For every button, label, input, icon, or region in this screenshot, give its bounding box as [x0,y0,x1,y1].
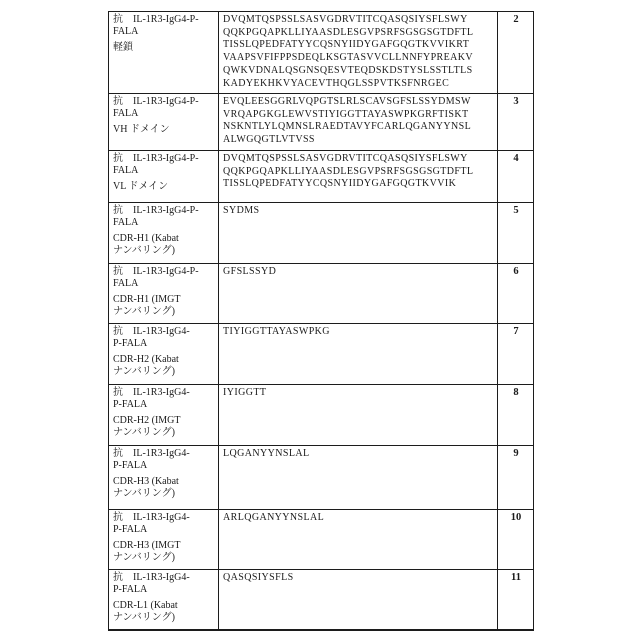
seq-id-cell: 2 [498,12,534,94]
antibody-name: 抗 IL-1R3-IgG4-P- FALA [113,205,199,229]
antibody-part: CDR-L1 (Kabat ナンバリング) [113,599,178,623]
antibody-part: CDR-H1 (IMGT ナンバリング) [113,293,181,317]
antibody-name: 抗 IL-1R3-IgG4-P- FALA [113,153,199,177]
antibody-label-cell [109,264,219,324]
seq-id-cell: 5 [498,203,534,264]
table-row [109,570,534,630]
seq-id-cell: 9 [498,446,534,510]
antibody-part: CDR-H2 (IMGT ナンバリング) [113,414,181,438]
table-row [109,446,534,510]
antibody-part: CDR-H3 (IMGT ナンバリング) [113,539,181,563]
seq-id-cell: 4 [498,151,534,203]
sequence-cell: DVQMTQSPSSLSASVGDRVTITCQASQSIYSFLSWY QQKPGQAPKLLIYAASDLESGVPSRFSGSGSGTDFTL TISSLQPEDFATYYCQSNYIIDYGAFGQGTKVVIKRT VAAPSVFIFPPSDEQLKSGTASVVCLLNNFYPREAKV QWKVDNALQSGNSQESVTEQDSKDSTYSLSSTLTLS KADYEKHKVYACEVTHQGLSSPVTKSFNRGEC [219,12,498,94]
antibody-label-cell [109,510,219,570]
antibody-part: VL ドメイン [113,180,169,192]
seq-id-cell: 11 [498,570,534,630]
antibody-label-cell [109,151,219,203]
antibody-name: 抗 IL-1R3-IgG4-P- FALA [113,266,199,290]
antibody-label-cell [109,324,219,385]
seq-id-cell: 3 [498,94,534,151]
table-row [109,510,534,570]
sequence-cell: EVQLEESGGRLVQPGTSLRLSCAVSGFSLSSYDMSW VRQAPGKGLEWVSTIYIGGTTAYASWPKGRFTISKT NSKNTLYLQMNSLRAEDTAVYFCARLQGANYYNSL ALWGQGTLVTVSS [219,94,498,151]
seq-id-cell: 10 [498,510,534,570]
sequence-cell: TIYIGGTTAYASWPKG [219,324,498,385]
table-row [109,94,534,151]
sequence-cell: QASQSIYSFLS [219,570,498,630]
sequence-cell: SYDMS [219,203,498,264]
antibody-label-cell [109,203,219,264]
sequence-cell: GFSLSSYD [219,264,498,324]
antibody-label-cell [109,385,219,446]
table-row [109,264,534,324]
seq-id-cell: 8 [498,385,534,446]
antibody-label-cell [109,94,219,151]
antibody-name: 抗 IL-1R3-IgG4-P- FALA [113,96,199,120]
seq-id-cell: 7 [498,324,534,385]
antibody-name: 抗 IL-1R3-IgG4- P-FALA [113,448,190,472]
antibody-label-cell [109,570,219,630]
sequence-cell: LQGANYYNSLAL [219,446,498,510]
sequence-cell: ARLQGANYYNSLAL [219,510,498,570]
antibody-part: CDR-H1 (Kabat ナンバリング) [113,232,179,256]
antibody-part: 軽鎖 [113,41,133,53]
table-row [109,324,534,385]
antibody-part: CDR-H3 (Kabat ナンバリング) [113,475,179,499]
antibody-part: CDR-H2 (Kabat ナンバリング) [113,353,179,377]
sequence-cell: DVQMTQSPSSLSASVGDRVTITCQASQSIYSFLSWY QQKPGQAPKLLIYAASDLESGVPSRFSGSGSGTDFTL TISSLQPEDFATYYCQSNYIIDYGAFGQGTKVVIK [219,151,498,203]
seq-id-cell: 6 [498,264,534,324]
antibody-label-cell [109,12,219,94]
antibody-label-cell [109,446,219,510]
sequence-listing-table [108,11,534,631]
antibody-name: 抗 IL-1R3-IgG4- P-FALA [113,572,190,596]
antibody-name: 抗 IL-1R3-IgG4- P-FALA [113,512,190,536]
antibody-name: 抗 IL-1R3-IgG4-P- FALA [113,14,199,38]
sequence-cell: IYIGGTT [219,385,498,446]
table-row [109,203,534,264]
antibody-name: 抗 IL-1R3-IgG4- P-FALA [113,326,190,350]
table-row [109,385,534,446]
table-row [109,12,534,94]
table-row [109,151,534,203]
antibody-part: VH ドメイン [113,123,170,135]
antibody-name: 抗 IL-1R3-IgG4- P-FALA [113,387,190,411]
